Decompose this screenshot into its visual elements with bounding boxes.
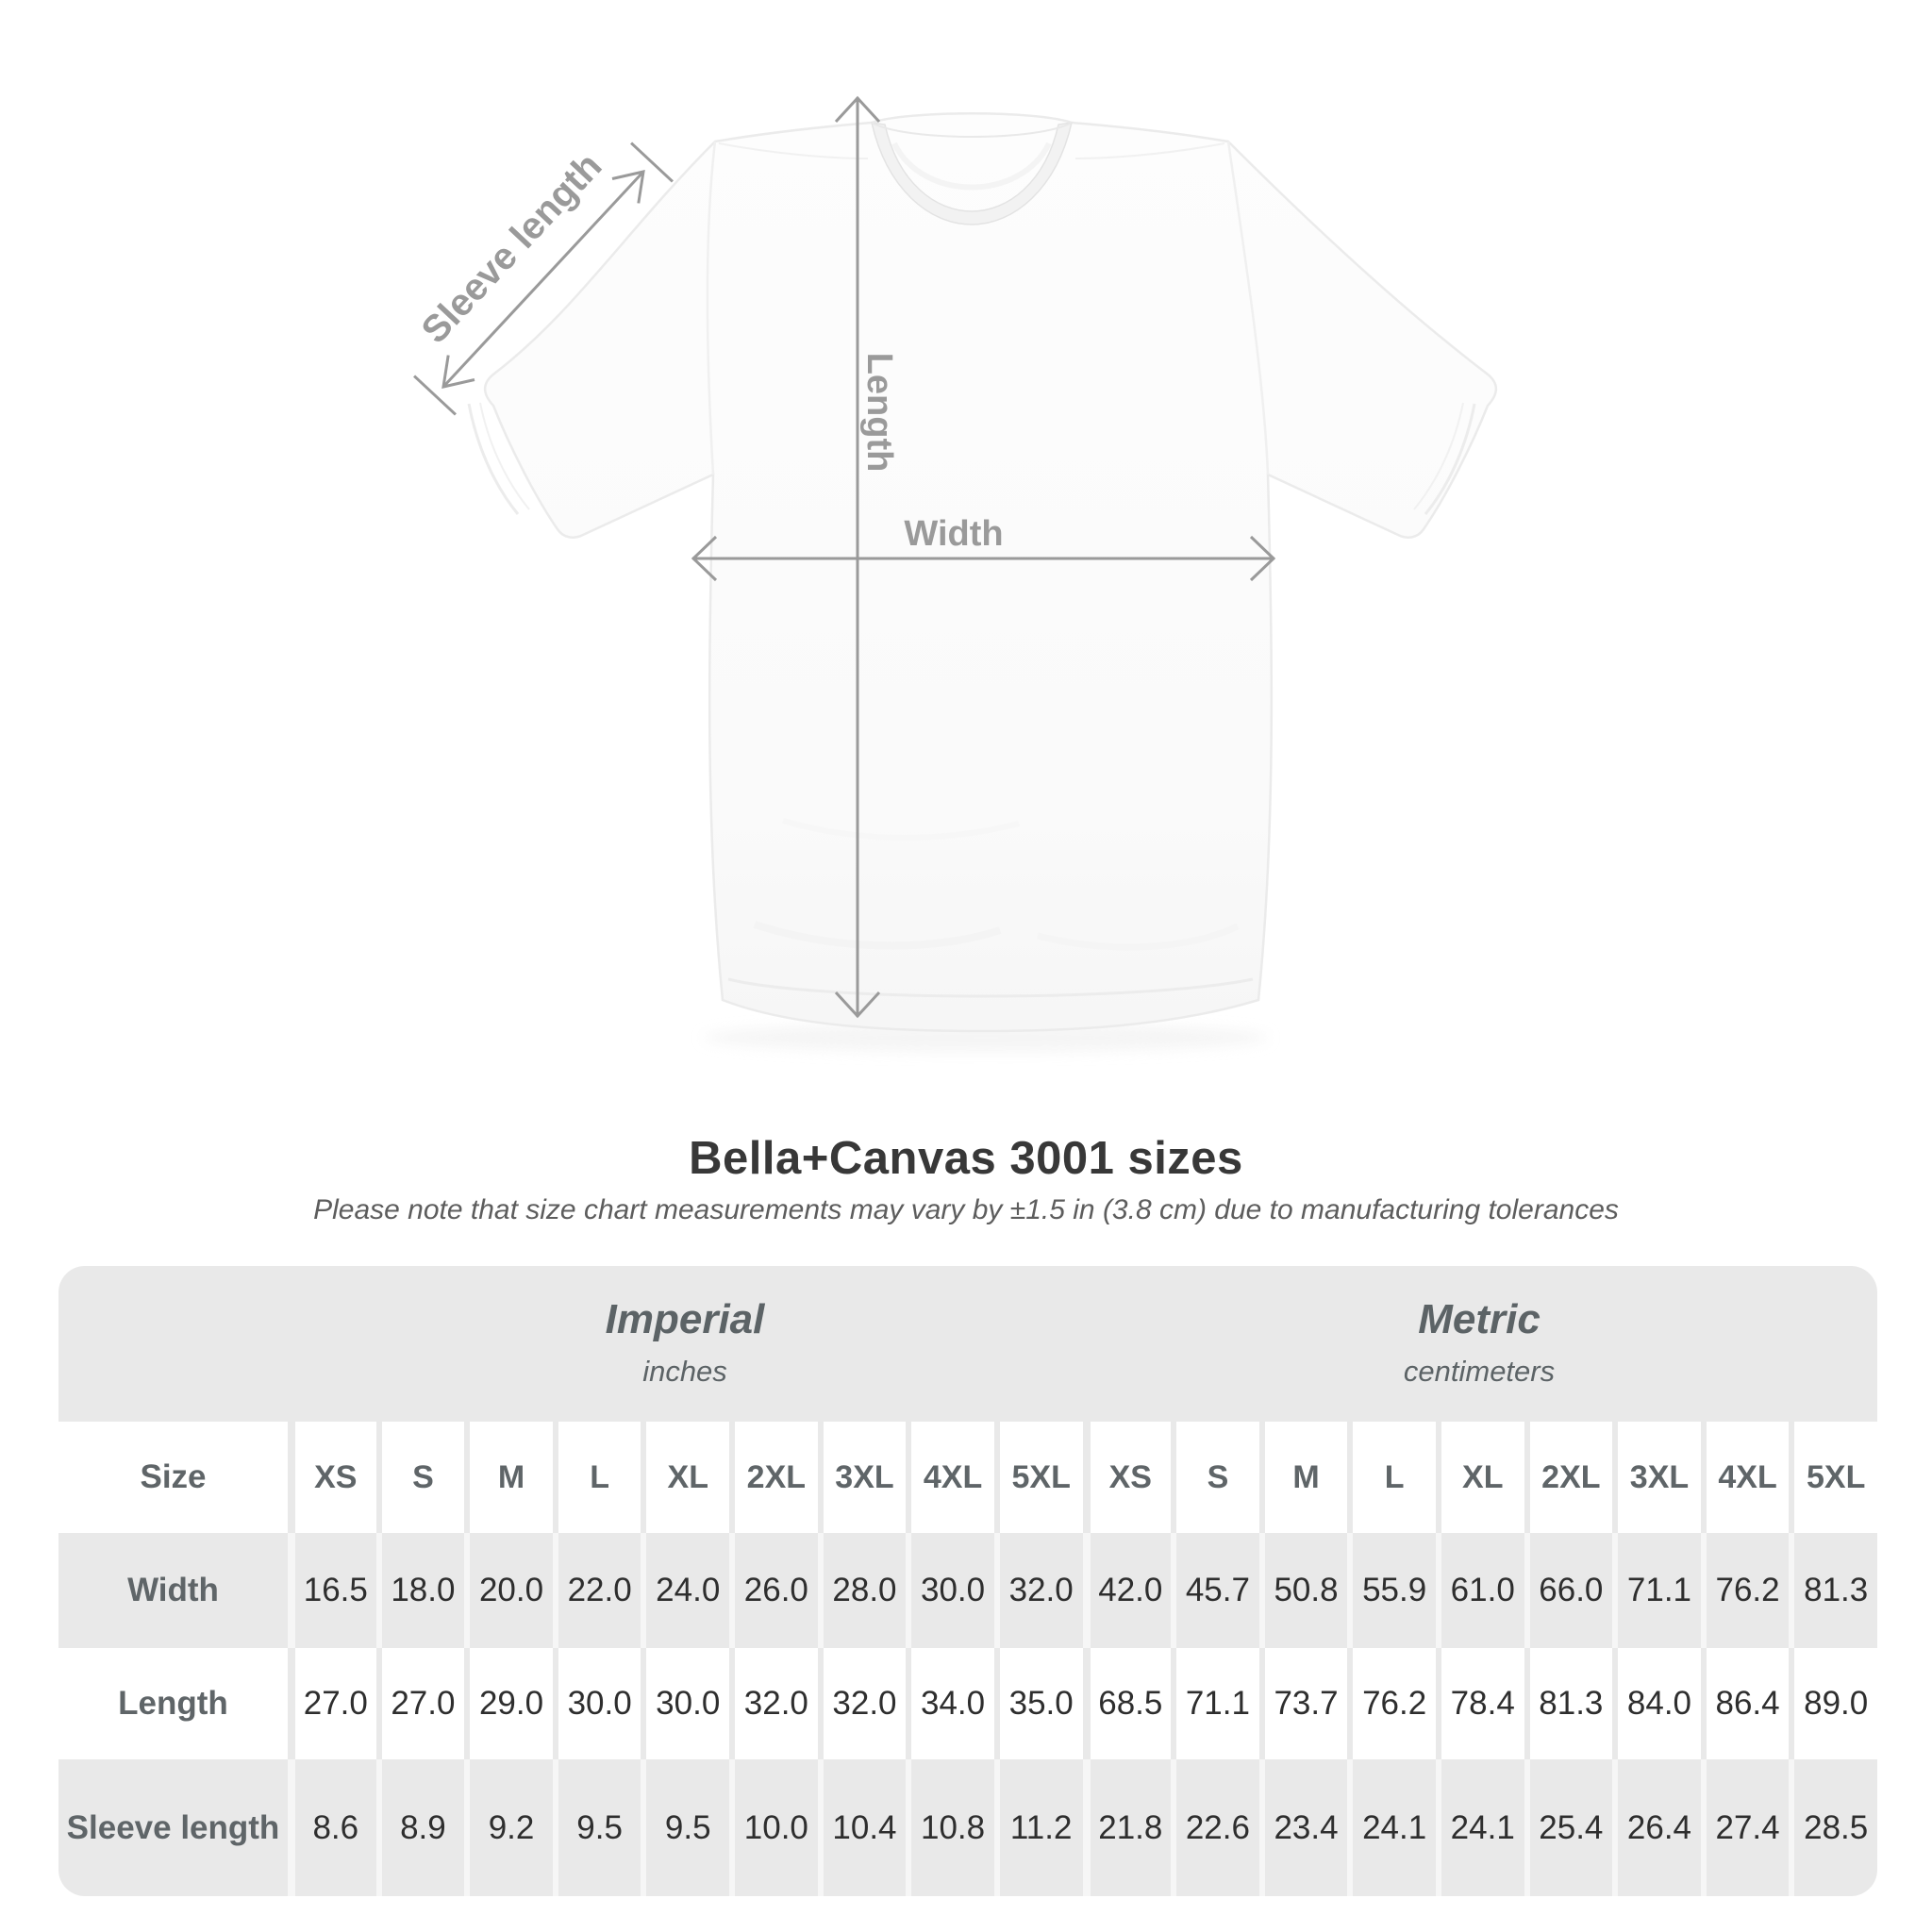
sleeve-length-cell: 8.9 [376,1759,465,1896]
size-header-cell: L [1347,1422,1436,1533]
size-header-cell: L [553,1422,641,1533]
length-cell: 89.0 [1789,1648,1877,1759]
length-cell: 68.5 [1083,1648,1172,1759]
sleeve-length-cell: 22.6 [1171,1759,1259,1896]
length-cell: 32.0 [729,1648,818,1759]
width-cell: 81.3 [1789,1533,1877,1648]
width-cell: 50.8 [1259,1533,1348,1648]
length-cell: 76.2 [1347,1648,1436,1759]
sleeve-length-cell: 25.4 [1524,1759,1613,1896]
sleeve-length-row [58,1759,1877,1896]
size-header-cell: 5XL [1789,1422,1877,1533]
size-header-cell: 3XL [1612,1422,1701,1533]
size-table [58,1266,1877,1896]
length-cell: 30.0 [641,1648,729,1759]
sleeve-length-cell: 10.0 [729,1759,818,1896]
width-label: Width [904,514,1004,554]
width-cell: 18.0 [376,1533,465,1648]
size-header-cell: XL [641,1422,729,1533]
tshirt-silhouette [485,113,1496,1031]
page-subtitle: Please note that size chart measurements may vary by ±1.5 in (3.8 cm) due to manufacturing tolerances [313,1194,1619,1225]
sleeve-length-cell: 8.6 [288,1759,376,1896]
length-cell: 27.0 [376,1648,465,1759]
length-cell: 84.0 [1612,1648,1701,1759]
size-header-cell: XL [1436,1422,1524,1533]
size-header-row-label: Size [140,1458,207,1495]
size-header-cell: S [1171,1422,1259,1533]
width-cell: 16.5 [288,1533,376,1648]
width-cell: 30.0 [906,1533,994,1648]
metric-title: Metric [1418,1296,1541,1342]
sleeve-length-cell: 23.4 [1259,1759,1348,1896]
imperial-unit: inches [642,1355,727,1388]
sleeve-length-cell: 27.4 [1701,1759,1790,1896]
metric-header [1404,1266,1555,1422]
width-cell: 24.0 [641,1533,729,1648]
size-header-cell: XS [288,1422,376,1533]
width-cell: 45.7 [1171,1533,1259,1648]
sleeve-length-cell: 28.5 [1789,1759,1877,1896]
length-cell: 81.3 [1524,1648,1613,1759]
sleeve-length-row-label: Sleeve length [66,1808,280,1846]
length-cell: 78.4 [1436,1648,1524,1759]
size-header-cell: 2XL [1524,1422,1613,1533]
length-cell: 30.0 [553,1648,641,1759]
width-cell: 42.0 [1083,1533,1172,1648]
length-row [58,1648,1877,1759]
size-table-grid [58,1422,1877,1896]
imperial-header [606,1266,765,1422]
width-cell: 66.0 [1524,1533,1613,1648]
width-cell: 55.9 [1347,1533,1436,1648]
sleeve-length-cell: 11.2 [994,1759,1083,1896]
sleeve-length-label: Sleeve length [413,144,610,352]
sleeve-length-cell: 24.1 [1436,1759,1524,1896]
sleeve-length-cell: 24.1 [1347,1759,1436,1896]
sleeve-length-cell: 21.8 [1083,1759,1172,1896]
size-header-cell: 3XL [818,1422,907,1533]
size-header-row [58,1422,1877,1533]
width-cell: 26.0 [729,1533,818,1648]
sleeve-length-cell: 10.4 [818,1759,907,1896]
length-cell: 34.0 [906,1648,994,1759]
size-header-cell: XS [1083,1422,1172,1533]
width-row [58,1533,1877,1648]
length-row-label: Length [118,1685,228,1722]
length-cell: 27.0 [288,1648,376,1759]
width-cell: 71.1 [1612,1533,1701,1648]
sleeve-length-cell: 9.2 [464,1759,553,1896]
sleeve-length-cell: 26.4 [1612,1759,1701,1896]
length-cell: 86.4 [1701,1648,1790,1759]
width-cell: 22.0 [553,1533,641,1648]
width-row-label: Width [127,1572,219,1608]
length-cell: 71.1 [1171,1648,1259,1759]
length-cell: 32.0 [818,1648,907,1759]
width-cell: 20.0 [464,1533,553,1648]
size-header-cell: 2XL [729,1422,818,1533]
width-cell: 61.0 [1436,1533,1524,1648]
size-header-cell: 5XL [994,1422,1083,1533]
length-cell: 73.7 [1259,1648,1348,1759]
length-label: Length [859,352,899,473]
size-header-cell: S [376,1422,465,1533]
unit-header-band [58,1266,1877,1422]
sleeve-length-cell: 10.8 [906,1759,994,1896]
width-cell: 76.2 [1701,1533,1790,1648]
length-cell: 35.0 [994,1648,1083,1759]
size-header-cell: 4XL [1701,1422,1790,1533]
size-header-cell: M [464,1422,553,1533]
width-cell: 32.0 [994,1533,1083,1648]
metric-unit: centimeters [1403,1355,1556,1388]
page-title: Bella+Canvas 3001 sizes [689,1133,1243,1184]
width-cell: 28.0 [818,1533,907,1648]
imperial-title: Imperial [605,1296,765,1342]
size-header-cell: 4XL [906,1422,994,1533]
size-header-cell: M [1259,1422,1348,1533]
length-cell: 29.0 [464,1648,553,1759]
sleeve-length-cell: 9.5 [553,1759,641,1896]
sleeve-arrow-upper-tick [631,143,673,182]
sleeve-length-cell: 9.5 [641,1759,729,1896]
